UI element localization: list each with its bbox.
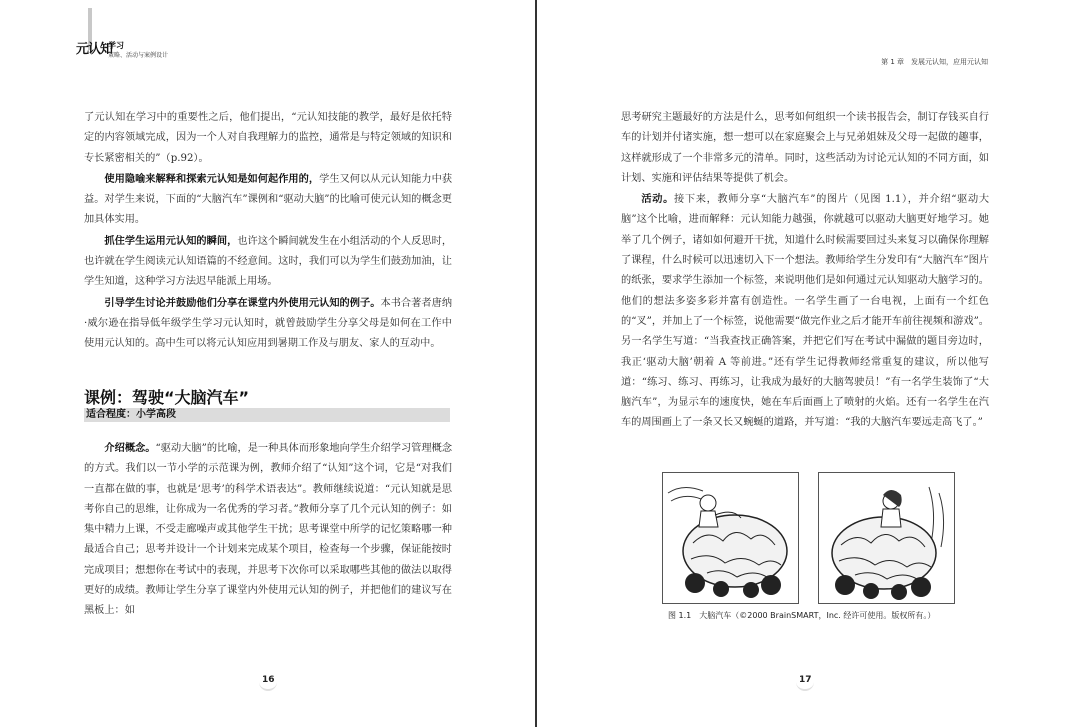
book-title: 学习 xyxy=(108,41,124,50)
left-body-bottom xyxy=(84,438,452,622)
chapter-header: 第 1 章 发展元认知，应用元认知 xyxy=(881,58,988,66)
book-logo: 元认知 xyxy=(76,42,113,57)
left-page xyxy=(0,0,535,727)
paragraph xyxy=(84,108,452,169)
paragraph-text: 接下来，教师分享“大脑汽车”的图片（见图 1.1），并介绍“驱动大脑”这个比喻，进而解释：元认知能力越强，你就越可以驱动大脑更好地学习。她举了几个例子，诸如如何避开干扰，知道什么时候需要回过头来复习以确保你理解了课程，什么时候可以迅速切入下一个想法。教师给学生分发印有“大脑汽车”图片的纸张，要求学生添加一个标签，来说明他们是如何通过元认知驱动大脑学习的。他们的想法多姿多彩并富有创造性。一名学生画了一台电视，上面有一个红色的“叉”，并加上了一个标签，说他需要“做完作业之后才能开车前往视频和游戏”。另一名学生写道：“当我查找正确答案，并把它们写在考试中漏做的题目旁边时，我正‘驱动大脑’朝着 A 等前进。”还有学生记得教师经常重复的建议，所以他写道：“练习、练习、再练习，让我成为最好的大脑驾驶员！”有一名学生装饰了“大脑汽车”，为显示车的速度快，她在车后面画上了喷射的火焰。还有一名学生在汽车的周围画上了一条又长又蜿蜒的道路，并写道：“我的大脑汽车要远走高飞了。” xyxy=(621,194,990,429)
paragraph xyxy=(84,231,452,293)
paragraph-lead: 介绍概念。 xyxy=(104,442,156,454)
paragraph-text: “驱动大脑”的比喻，是一种具体而形象地向学生介绍学习管理概念的方式。我们以一节小学的示范课为例，教师介绍了“认知”这个词，它是“对我们一直都在做的事，也就是‘思考’的科学术语表达”。教师继续说道：“元认知就是思考你自己的思维，让你成为一名优秀的学习者。”教师分享了几个元认知的例子：如集中精力上课，不受走廊噪声或其他学生干扰；思考课堂中所学的记忆策略哪一种最适合自己；思考并设计一个计划来完成某个项目，检查每一个步骤，保证能按时完成项目；想想你在考试中的表现，并思考下次你可以采取哪些其他的做法以取得更好的成绩。教师让学生分享了课堂内外使用元认知的例子，并把他们的建议写在黑板上：如 xyxy=(84,443,453,617)
paragraph-lead: 使用隐喻来解释和探索元认知是如何起作用的， xyxy=(104,172,320,185)
section-title: 课例：驾驶“大脑汽车” xyxy=(84,388,250,407)
figure-caption: 图 1.1 大脑汽车（©2000 BrainSMART，Inc. 经许可使用。版权所有。） xyxy=(668,611,936,620)
paragraph-lead: 活动。 xyxy=(641,193,674,206)
page-number-right: 17 xyxy=(799,675,812,685)
right-body xyxy=(621,108,989,434)
paragraph-text: 思考研究主题最好的方法是什么，思考如何组织一个读书报告会，制订存钱买自行车的计划并付诸实施，想一想可以在家庭聚会上与兄弟姐妹及父母一起做的趣事，这样就形成了一个非常多元的清单。同时，这些活动为讨论元认知的不同方面，如计划、实施和评估结果等提供了机会。 xyxy=(621,112,989,184)
left-body-top xyxy=(84,108,452,355)
paragraph xyxy=(621,189,989,434)
brain-car-illustration-right xyxy=(818,472,955,604)
paragraph xyxy=(621,108,989,189)
brain-car-drawing xyxy=(663,473,798,603)
paragraph-text: 本书合著者唐纳·威尔逊在指导低年级学生学习元认知时，就曾鼓励学生分享父母是如何在工作中使用元认知的。高中生可以将元认知应用到暑期工作及与朋友、家人的互动中。 xyxy=(84,297,453,350)
book-subtitle: 策略、活动与案例设计 xyxy=(108,52,169,59)
grade-level: 适合程度：小学高段 xyxy=(86,409,176,420)
brain-car-drawing xyxy=(819,473,954,603)
brain-car-illustration-left xyxy=(662,472,799,604)
paragraph-lead: 抓住学生运用元认知的瞬间， xyxy=(104,234,238,247)
paragraph xyxy=(84,293,452,355)
paragraph-text: 了元认知在学习中的重要性之后，他们提出，“元认知技能的教学，最好是依托特定的内容领域完成，因为一个人对自我理解力的监控，通常是与特定领域的知识和专长紧密相关的”（p.92）。 xyxy=(84,112,452,164)
paragraph xyxy=(84,438,452,622)
page-number-ornament xyxy=(259,680,277,691)
page-number-left: 16 xyxy=(262,675,275,685)
paragraph-text: 学生又何以从元认知能力中获益。对学生来说，下面的“大脑汽车”课例和“驱动大脑”的比喻可使元认知的概念更加具体实用。 xyxy=(84,173,453,226)
paragraph xyxy=(84,169,452,231)
paragraph-lead: 引导学生讨论并鼓励他们分享在课堂内外使用元认知的例子。 xyxy=(104,296,381,309)
paragraph-text: 也许这个瞬间就发生在小组活动的个人反思时，也许就在学生阅读元认知语篇的不经意间。这时，我们可以为学生们鼓劲加油，让学生知道，这种学习方法迟早能派上用场。 xyxy=(84,235,453,288)
